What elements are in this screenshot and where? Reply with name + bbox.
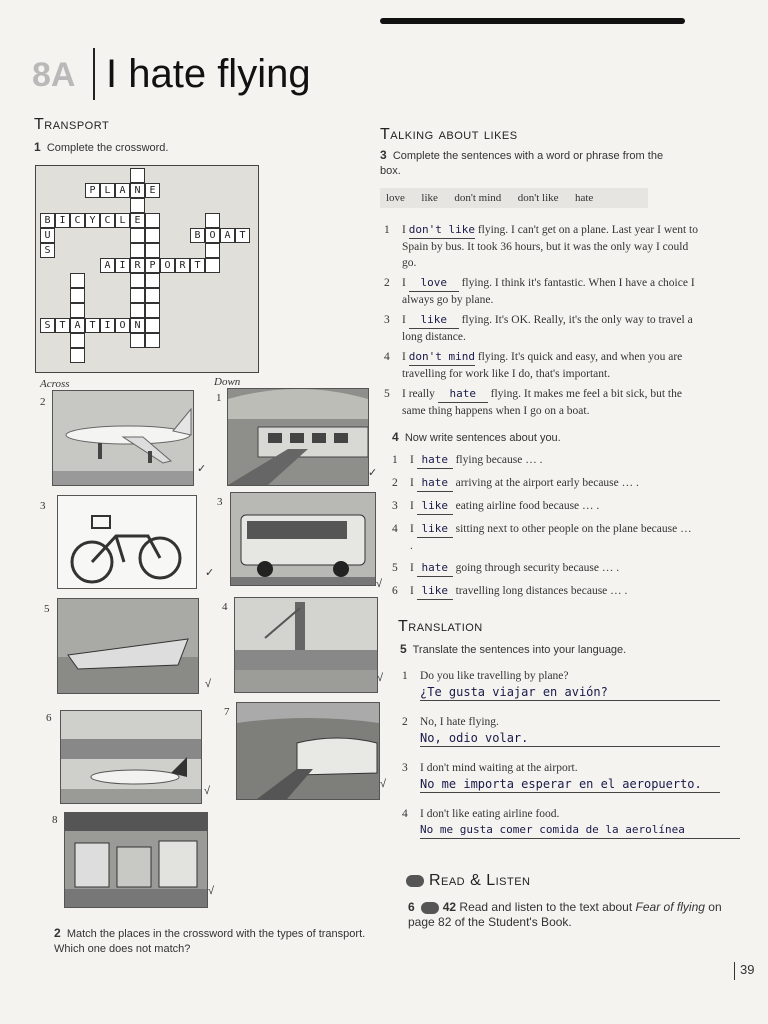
check-mark: ✓ — [197, 463, 207, 475]
sentence-text: flying. It's OK. Really, it's the only way to travel a long distance. — [402, 314, 693, 343]
sentence-text: flying. I can't get on a plane. Last year I went to Spain by bus. It took 36 hours, but it was the only way I could go. — [402, 224, 699, 269]
crossword-cell[interactable] — [145, 303, 160, 318]
crossword-cell[interactable]: I — [115, 258, 130, 273]
item-number: 5 — [392, 562, 398, 574]
check-mark: √ — [377, 672, 384, 684]
sentence-item — [384, 312, 700, 345]
sentence-text: travelling long distances because … . — [455, 585, 628, 597]
photo-label-across-6: 6 — [46, 712, 52, 724]
translation-field[interactable]: No, odio volar. — [420, 730, 720, 747]
check-mark: √ — [208, 885, 215, 897]
exercise-number: 2 — [54, 926, 61, 940]
page-number: 39 — [740, 962, 755, 977]
photo-label-down-3: 3 — [217, 496, 223, 508]
about-item — [392, 475, 692, 492]
crossword-cell[interactable] — [130, 288, 145, 303]
sentence-text: flying. I think it's fantastic. When I have a choice I always go by plane. — [402, 277, 695, 306]
exercise-5 — [400, 642, 626, 658]
word-box-item: hate — [574, 192, 594, 204]
crossword-cell[interactable]: I — [55, 213, 70, 228]
sentence-list — [384, 222, 700, 423]
crossword-cell[interactable]: A — [220, 228, 235, 243]
photo-bicycle — [57, 495, 197, 589]
sentence-text: arriving at the airport early because … . — [455, 477, 639, 489]
photo-port — [234, 597, 378, 693]
sentence-item — [384, 349, 700, 382]
photo-label-across-8: 8 — [52, 814, 58, 826]
exercise-4 — [392, 430, 561, 446]
about-item — [392, 521, 692, 554]
about-item — [392, 498, 692, 515]
crossword-cell[interactable]: A — [115, 183, 130, 198]
sentence-text: flying because … . — [455, 454, 543, 466]
sentence-text: eating airline food because … . — [455, 500, 600, 512]
sentence-prefix: I — [410, 454, 414, 466]
crossword-cell[interactable] — [130, 228, 145, 243]
sentence-prefix: I really — [402, 388, 435, 400]
crossword-cell[interactable] — [70, 348, 85, 363]
english-sentence: I don't mind waiting at the airport. — [420, 762, 578, 774]
answer-field[interactable]: like — [417, 498, 453, 515]
photo-label-down-7: 7 — [224, 706, 230, 718]
crossword-cell[interactable]: U — [40, 228, 55, 243]
crossword-cell[interactable]: T — [235, 228, 250, 243]
exercise-1-instruction: Complete the crossword. — [46, 142, 169, 154]
crossword-cell[interactable]: S — [40, 318, 55, 333]
crossword-grid — [35, 165, 259, 373]
photo-label-across-5: 5 — [44, 603, 50, 615]
item-number: 6 — [392, 585, 398, 597]
text-title: Fear of flying — [635, 900, 705, 914]
crossword-cell[interactable] — [205, 213, 220, 228]
item-number: 3 — [402, 762, 408, 774]
item-number: 4 — [402, 808, 408, 820]
speaker-icon — [406, 875, 424, 887]
talking-heading: Talking about likes — [380, 126, 518, 143]
crossword-cell[interactable]: B — [40, 213, 55, 228]
crossword-cell[interactable]: T — [85, 318, 100, 333]
word-box-item: don't mind — [454, 192, 502, 204]
exercise-number: 6 — [408, 900, 415, 914]
photo-plane — [52, 390, 194, 486]
item-number: 3 — [384, 314, 390, 326]
crossword-cell[interactable]: P — [85, 183, 100, 198]
item-number: 4 — [384, 351, 390, 363]
exercise-2 — [54, 926, 374, 957]
crossword-cell[interactable] — [130, 198, 145, 213]
word-box-item: love — [386, 192, 405, 204]
translation-item — [402, 668, 742, 714]
sentence-prefix: I — [410, 585, 414, 597]
photo-airport — [60, 710, 202, 804]
crossword-cell[interactable] — [145, 213, 160, 228]
crossword-cell[interactable] — [70, 288, 85, 303]
answer-field[interactable]: hate — [438, 386, 488, 403]
exercise-3 — [380, 148, 680, 179]
check-mark: √ — [204, 785, 211, 797]
item-number: 5 — [384, 388, 390, 400]
sentence-prefix: I — [410, 562, 414, 574]
translation-heading: Translation — [398, 618, 483, 635]
item-number: 1 — [402, 670, 408, 682]
crossword-cell[interactable]: R — [130, 258, 145, 273]
about-item — [392, 560, 692, 577]
item-number: 2 — [402, 716, 408, 728]
crossword-cell[interactable] — [145, 333, 160, 348]
about-list — [392, 452, 692, 606]
crossword-cell[interactable]: C — [70, 213, 85, 228]
answer-field[interactable]: hate — [417, 475, 453, 492]
crossword-cell[interactable]: A — [100, 258, 115, 273]
crossword-cell[interactable] — [130, 168, 145, 183]
exercise-1 — [34, 140, 168, 156]
page-number-bar — [734, 962, 735, 980]
item-number: 2 — [384, 277, 390, 289]
check-mark: √ — [380, 778, 387, 790]
crossword-cell[interactable]: A — [70, 318, 85, 333]
exercise-number: 4 — [392, 430, 399, 444]
sentence-text: flying. It's quick and easy, and when you are travelling for work like I do, that's important. — [402, 351, 683, 380]
transport-heading: Transport — [34, 116, 110, 133]
read-listen-heading — [406, 872, 530, 890]
english-sentence: Do you like travelling by plane? — [420, 670, 569, 682]
photo-label-down-4: 4 — [222, 601, 228, 613]
down-label: Down — [214, 376, 241, 388]
crossword-cell[interactable]: O — [115, 318, 130, 333]
item-number: 1 — [384, 224, 390, 236]
crossword-cell[interactable]: E — [130, 213, 145, 228]
exercise-4-instruction: Now write sentences about you. — [404, 432, 561, 444]
photo-label-across-2: 2 — [40, 396, 46, 408]
english-sentence: No, I hate flying. — [420, 716, 499, 728]
crossword-cell[interactable]: L — [100, 183, 115, 198]
check-mark: ✓ — [368, 467, 378, 479]
photo-subway — [227, 388, 369, 486]
about-item — [392, 583, 692, 600]
read-listen-title: Read & Listen — [428, 872, 531, 889]
answer-field[interactable]: don't like — [409, 222, 475, 239]
answer-field[interactable]: like — [417, 583, 453, 600]
translation-field[interactable]: No me gusta comer comida de la aerolínea — [420, 822, 740, 839]
crossword-cell[interactable] — [70, 333, 85, 348]
crossword-cell[interactable] — [205, 258, 220, 273]
crossword-cell[interactable] — [145, 288, 160, 303]
item-number: 1 — [392, 454, 398, 466]
crossword-cell[interactable] — [205, 243, 220, 258]
crossword-cell[interactable] — [130, 243, 145, 258]
photo-label-down-1: 1 — [216, 392, 222, 404]
sentence-item — [384, 386, 700, 419]
photo-boat — [57, 598, 199, 694]
answer-field[interactable]: like — [417, 521, 453, 538]
photo-label-across-3: 3 — [40, 500, 46, 512]
crossword-cell[interactable]: S — [40, 243, 55, 258]
exercise-number: 5 — [400, 642, 407, 656]
crossword-cell[interactable]: L — [115, 213, 130, 228]
crossword-cell[interactable]: C — [100, 213, 115, 228]
crossword-cell[interactable] — [70, 273, 85, 288]
crossword-cell[interactable] — [130, 303, 145, 318]
word-box-item: don't like — [517, 192, 559, 204]
answer-field[interactable]: hate — [417, 452, 453, 469]
exercise-3-instruction: Complete the sentences with a word or phrase from the box. — [380, 150, 664, 177]
crossword-cell[interactable]: O — [205, 228, 220, 243]
item-number: 3 — [392, 500, 398, 512]
crossword-cell[interactable] — [130, 333, 145, 348]
exercise-2-instruction: Match the places in the crossword with the types of transport. Which one does not match? — [54, 928, 366, 955]
crossword-cell[interactable]: Y — [85, 213, 100, 228]
item-number: 2 — [392, 477, 398, 489]
translation-item — [402, 714, 742, 760]
sentence-item — [384, 275, 700, 308]
crossword-cell[interactable]: B — [190, 228, 205, 243]
photo-bus — [230, 492, 376, 586]
exercise-6 — [408, 900, 748, 930]
translation-field[interactable]: No me importa esperar en el aeropuerto. — [420, 776, 720, 793]
photo-bus-station — [64, 812, 208, 908]
crossword-cell[interactable] — [145, 273, 160, 288]
sentence-prefix: I — [402, 277, 406, 289]
crossword-cell[interactable] — [145, 318, 160, 333]
crossword-cell[interactable]: T — [190, 258, 205, 273]
item-number: 4 — [392, 523, 398, 535]
crossword-cell[interactable]: T — [55, 318, 70, 333]
crossword-cell[interactable] — [70, 303, 85, 318]
crossword-cell[interactable]: N — [130, 318, 145, 333]
exercise-6-text: Read and listen to the text about — [459, 900, 633, 914]
exercise-5-instruction: Translate the sentences into your language. — [412, 644, 627, 656]
translation-item — [402, 806, 742, 852]
exercise-number: 1 — [34, 140, 41, 154]
sentence-prefix: I — [410, 500, 414, 512]
unit-number: 8A — [32, 56, 76, 94]
sentence-prefix: I — [410, 477, 414, 489]
sentence-prefix: I — [402, 314, 406, 326]
track-number: 42 — [442, 900, 457, 914]
crossword-cell[interactable]: P — [145, 258, 160, 273]
crossword-cell[interactable]: O — [160, 258, 175, 273]
word-box-item: like — [421, 192, 438, 204]
word-box — [380, 188, 648, 208]
crossword-cell[interactable]: N — [130, 183, 145, 198]
audio-icon[interactable] — [421, 902, 439, 914]
answer-field[interactable]: hate — [417, 560, 453, 577]
translation-list — [402, 668, 742, 852]
translation-field[interactable]: ¿Te gusta viajar en avión? — [420, 684, 720, 701]
across-label: Across — [40, 378, 70, 390]
answer-field[interactable]: love — [409, 275, 459, 292]
crossword-cell[interactable] — [130, 273, 145, 288]
sentence-text: going through security because … . — [455, 562, 620, 574]
sentence-item — [384, 222, 700, 271]
translation-item — [402, 760, 742, 806]
check-mark: ✓ — [205, 567, 215, 579]
sentence-prefix: I — [402, 351, 406, 363]
top-edge-bar — [380, 18, 685, 24]
sentence-prefix: I — [410, 523, 414, 535]
crossword-cell[interactable]: E — [145, 183, 160, 198]
crossword-cell[interactable]: I — [100, 318, 115, 333]
title-divider — [93, 48, 95, 100]
check-mark: √ — [376, 578, 383, 590]
english-sentence: I don't like eating airline food. — [420, 808, 560, 820]
sentence-prefix: I — [402, 224, 406, 236]
sentence-text: sitting next to other people on the plane because … . — [410, 523, 692, 552]
sentence-text: flying. It makes me feel a bit sick, but the same thing happens when I go on a boat. — [402, 388, 682, 417]
check-mark: √ — [205, 678, 212, 690]
answer-field[interactable]: like — [409, 312, 459, 329]
about-item — [392, 452, 692, 469]
crossword-cell[interactable] — [145, 243, 160, 258]
crossword-cell[interactable]: R — [175, 258, 190, 273]
page-title: I hate flying — [106, 52, 311, 96]
crossword-cell[interactable] — [145, 228, 160, 243]
exercise-number: 3 — [380, 148, 387, 162]
answer-field[interactable]: don't mind — [409, 349, 475, 366]
exercise-6-text-end: on page 82 of the Student's Book. — [408, 900, 722, 929]
photo-train-station — [236, 702, 380, 800]
